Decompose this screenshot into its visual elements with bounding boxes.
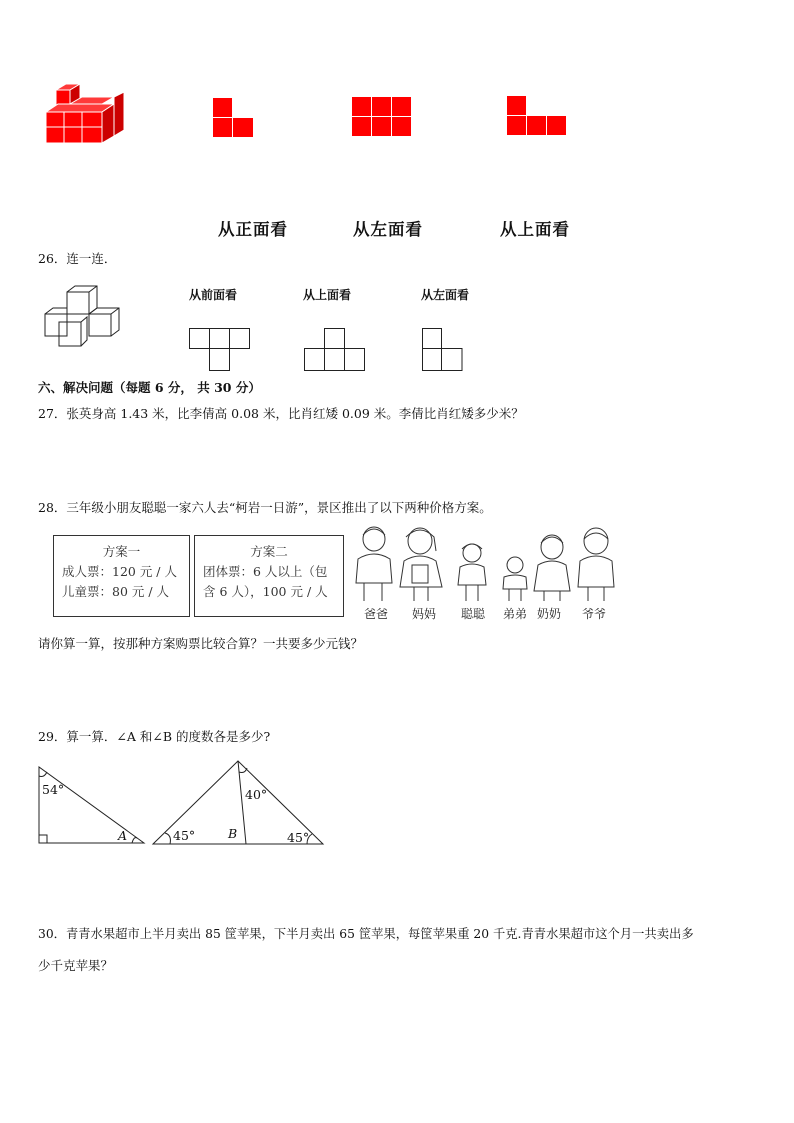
top-view-shape	[506, 95, 568, 137]
section-6-heading: 六、解决问题（每题 6 分， 共 30 分）	[38, 380, 261, 395]
plan-one-line-2: 儿童票：80 元 / 人	[62, 584, 170, 599]
question-30-line-1: 30．青青水果超市上半月卖出 85 筐苹果，下半月卖出 65 筐苹果，每筐苹果重 20 千克.青青水果超市这个月一共卖出多	[38, 927, 694, 941]
brother-figure	[503, 557, 527, 601]
triangle-right	[36, 764, 150, 846]
question-26: 26．连一连．	[38, 251, 117, 266]
question-28-prompt: 请你算一算，按那种方案购票比较合算？一共要多少元钱？	[38, 636, 364, 651]
question-30-line-2: 少千克苹果？	[38, 958, 114, 973]
question-29: 29．算一算．∠A 和∠B 的度数各是多少?	[38, 729, 271, 744]
family-label-congcong: 聪聪	[461, 607, 486, 621]
grandpa-figure	[578, 528, 614, 601]
plan-one-box	[53, 535, 190, 617]
label-left-view: 从左面看	[421, 288, 470, 302]
question-28: 28．三年级小朋友聪聪一家六人去“柯岩一日游”，景区推出了以下两种价格方案。	[38, 500, 492, 515]
dad-figure	[356, 527, 392, 601]
triangle-1-label-a: A	[118, 828, 128, 843]
family-label-mom: 妈妈	[412, 607, 437, 621]
mom-figure	[400, 528, 442, 601]
congcong-figure	[458, 544, 486, 601]
view-shape-1	[189, 328, 251, 372]
cube-stack-outline	[43, 284, 127, 352]
left-view-shape	[351, 96, 413, 138]
label-top-view: 从上面看	[303, 288, 352, 302]
view-label-front: 从正面看	[218, 220, 288, 239]
family-label-dad: 爸爸	[364, 607, 389, 621]
view-label-top: 从上面看	[500, 220, 570, 239]
triangle-2-angle-right: 45°	[287, 830, 310, 845]
cube-stack-3d	[44, 84, 128, 146]
family-label-grandma: 奶奶	[537, 607, 562, 621]
plan-two-title: 方案二	[250, 544, 288, 559]
family-illustration	[352, 525, 622, 603]
triangle-2-label-b: B	[228, 826, 238, 841]
family-label-grandpa: 爷爷	[582, 607, 607, 621]
triangle-2-angle-top: 40°	[245, 787, 268, 802]
label-front-view: 从前面看	[189, 288, 238, 302]
triangle-2-angle-left: 45°	[173, 828, 196, 843]
view-shape-3	[422, 328, 464, 372]
front-view-shape	[212, 97, 256, 139]
plan-two-line-2: 含 6 人），100 元 / 人	[203, 584, 328, 599]
view-shape-2	[304, 328, 366, 372]
plan-two-box	[194, 535, 344, 617]
grandma-figure	[534, 535, 570, 601]
triangle-1-angle-top: 54°	[42, 782, 65, 797]
plan-two-line-1: 团体票：6 人以上（包	[203, 564, 328, 579]
plan-one-title: 方案一	[102, 544, 141, 559]
question-27: 27．张英身高 1.43 米，比李倩高 0.08 米，比肖红矮 0.09 米。李倩比肖红矮多少米？	[38, 406, 524, 421]
plan-one-line-1: 成人票：120 元 / 人	[62, 564, 177, 579]
family-label-brother: 弟弟	[503, 607, 528, 621]
view-label-left: 从左面看	[353, 220, 423, 239]
